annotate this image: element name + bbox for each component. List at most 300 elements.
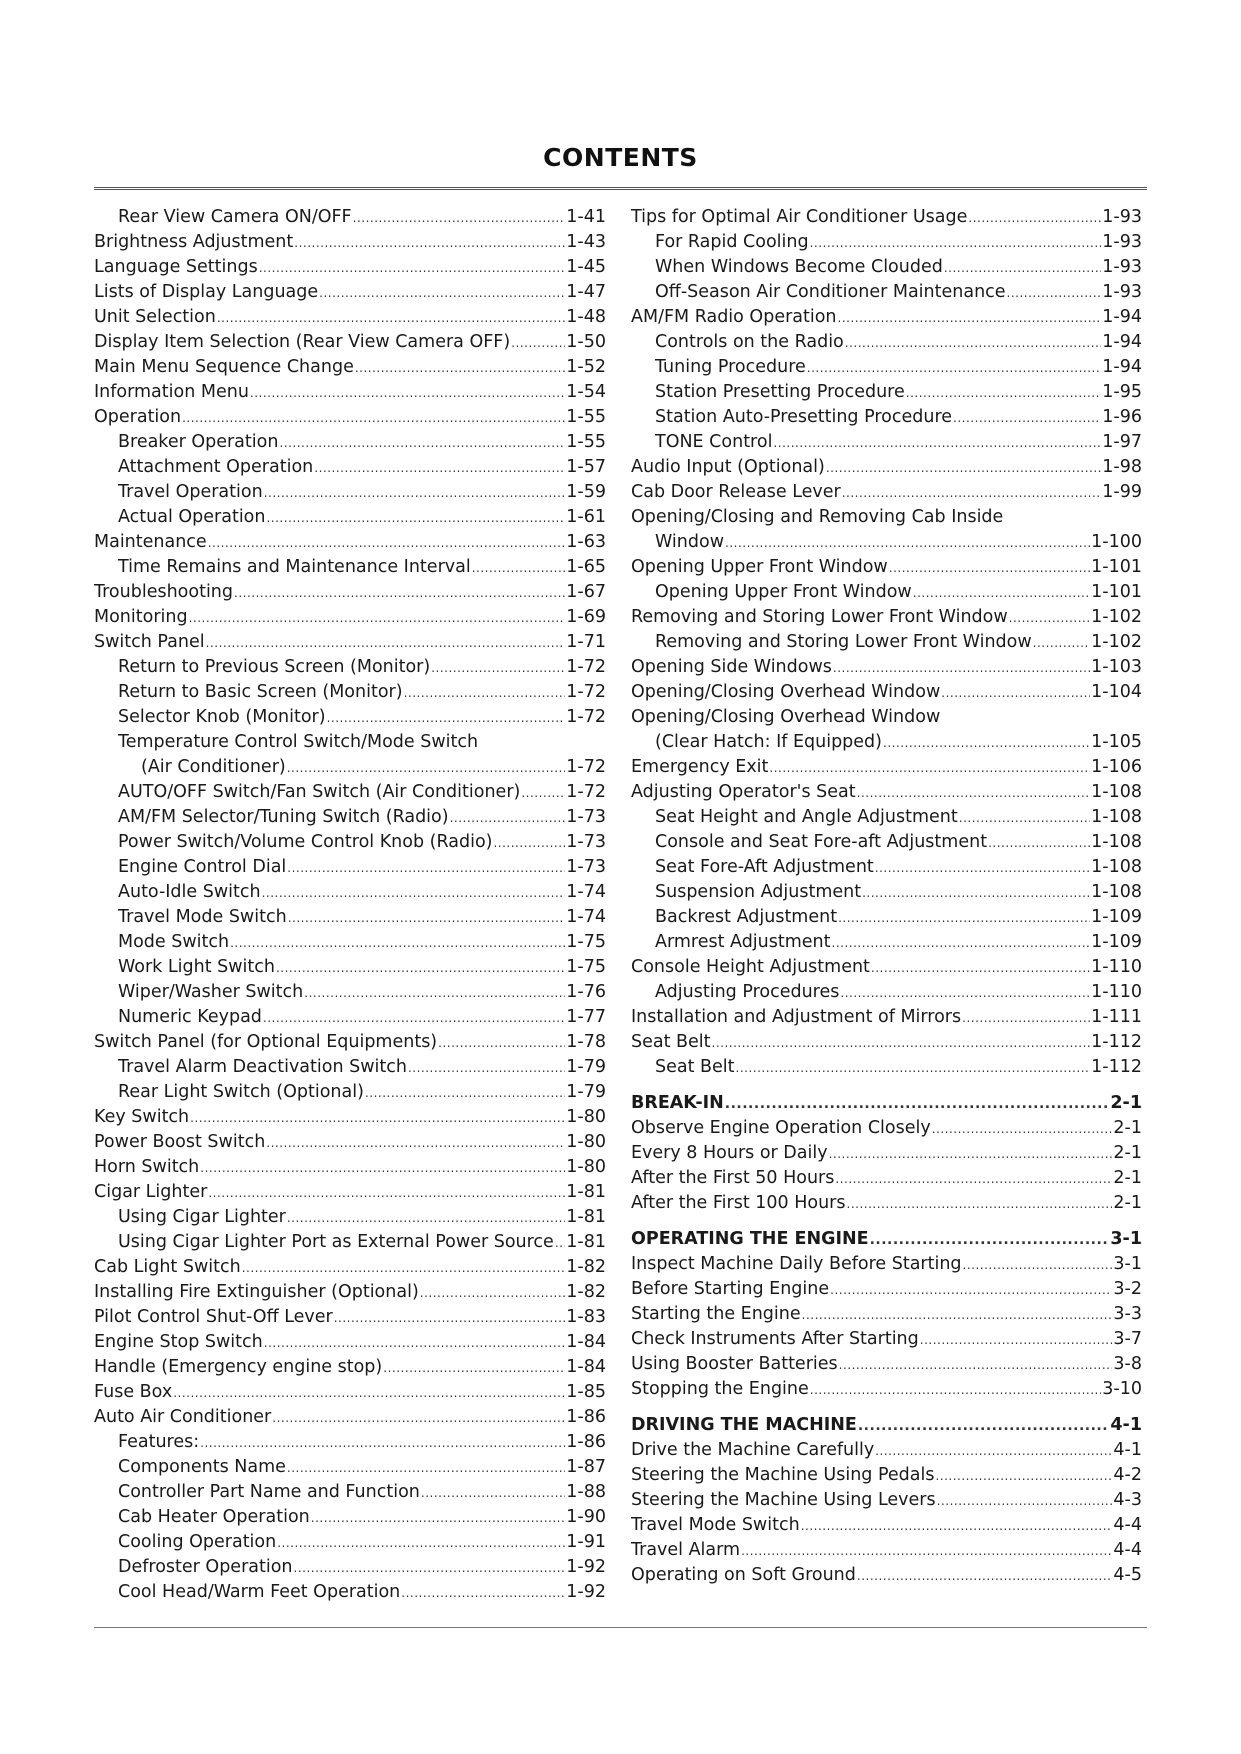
- dot-leader: [304, 981, 565, 1006]
- toc-entry-page: 4-1: [1113, 1440, 1142, 1460]
- toc-entry[interactable]: [631, 1191, 1142, 1216]
- toc-entry-page: 1-110: [1091, 957, 1142, 977]
- toc-entry-page: 1-102: [1091, 607, 1142, 627]
- toc-entry[interactable]: [94, 855, 606, 880]
- toc-entry-label: Cab Light Switch: [94, 1257, 241, 1277]
- toc-entry-page: 4-4: [1113, 1515, 1142, 1535]
- toc-entry[interactable]: [94, 1305, 606, 1330]
- toc-entry[interactable]: [631, 255, 1142, 280]
- dot-leader: [842, 481, 1102, 506]
- toc-entry-label: Display Item Selection (Rear View Camera OFF): [94, 332, 511, 352]
- toc-entry[interactable]: [94, 1080, 606, 1105]
- dot-leader: [287, 756, 566, 781]
- toc-entry-label: Armrest Adjustment: [655, 932, 831, 952]
- toc-entry[interactable]: [631, 1327, 1142, 1352]
- toc-entry-label: Selector Knob (Monitor): [118, 707, 326, 727]
- dot-leader: [826, 456, 1101, 481]
- toc-entry-page: 1-73: [566, 807, 606, 827]
- dot-leader: [262, 881, 566, 906]
- toc-entry-page: 1-81: [566, 1232, 606, 1252]
- toc-entry-label: Brightness Adjustment: [94, 232, 294, 252]
- dot-leader: [408, 1056, 565, 1081]
- toc-entry-label: Travel Mode Switch: [118, 907, 287, 927]
- toc-entry[interactable]: [631, 405, 1142, 430]
- dot-leader: [279, 431, 565, 456]
- toc-entry-label: Main Menu Sequence Change: [94, 357, 354, 377]
- toc-entry[interactable]: [631, 655, 1142, 680]
- toc-entry-page: 1-102: [1091, 632, 1142, 652]
- toc-entry-label: Controls on the Radio: [655, 332, 844, 352]
- toc-entry-label: AUTO/OFF Switch/Fan Switch (Air Conditioner): [118, 782, 521, 802]
- toc-entry-page: 1-79: [566, 1057, 606, 1077]
- toc-entry[interactable]: [94, 1555, 606, 1580]
- toc-entry[interactable]: [631, 1055, 1142, 1080]
- toc-entry[interactable]: [631, 730, 1142, 755]
- toc-entry-page: 1-86: [566, 1407, 606, 1427]
- toc-entry-label: Emergency Exit: [631, 757, 769, 777]
- toc-entry-label: Auto-Idle Switch: [118, 882, 261, 902]
- toc-entry-page: 2-1: [1113, 1143, 1142, 1163]
- dot-leader: [521, 781, 565, 806]
- toc-entry-label: Opening Side Windows: [631, 657, 832, 677]
- toc-entry[interactable]: [631, 1563, 1142, 1588]
- toc-entry-label: Information Menu: [94, 382, 249, 402]
- dot-leader: [272, 1406, 565, 1431]
- toc-entry-label: (Air Conditioner): [141, 757, 286, 777]
- toc-entry[interactable]: [631, 780, 1142, 805]
- toc-entry[interactable]: [94, 655, 606, 680]
- toc-entry[interactable]: [631, 555, 1142, 580]
- toc-entry-label: Breaker Operation: [118, 432, 279, 452]
- toc-section-heading[interactable]: [631, 1227, 1142, 1252]
- dot-leader: [208, 1181, 565, 1206]
- dot-leader: [857, 1564, 1113, 1589]
- toc-entry[interactable]: [94, 480, 606, 505]
- toc-entry[interactable]: [94, 780, 606, 805]
- toc-entry-page: 1-94: [1102, 357, 1142, 377]
- toc-left-column: [94, 205, 606, 1605]
- toc-entry-label: Controller Part Name and Function: [118, 1482, 420, 1502]
- dot-leader: [847, 1192, 1113, 1217]
- dot-leader: [810, 231, 1102, 256]
- toc-entry-page: 3-2: [1113, 1279, 1142, 1299]
- toc-entry-label: Defroster Operation: [118, 1557, 293, 1577]
- dot-leader: [431, 656, 565, 681]
- dot-leader: [264, 481, 566, 506]
- toc-entry[interactable]: [94, 1455, 606, 1480]
- toc-entry-page: 1-103: [1091, 657, 1142, 677]
- toc-entry-page: 1-96: [1102, 407, 1142, 427]
- toc-entry[interactable]: [631, 880, 1142, 905]
- toc-entry-label: Using Booster Batteries: [631, 1354, 838, 1374]
- toc-entry-page: 3-1: [1110, 1229, 1142, 1249]
- toc-entry-label: Station Presetting Procedure: [655, 382, 905, 402]
- toc-entry[interactable]: [631, 755, 1142, 780]
- toc-entry[interactable]: [94, 1480, 606, 1505]
- toc-entry-page: 1-61: [566, 507, 606, 527]
- toc-entry-label: Station Auto-Presetting Procedure: [655, 407, 953, 427]
- toc-entry-label: Wiper/Washer Switch: [118, 982, 304, 1002]
- toc-entry[interactable]: [94, 905, 606, 930]
- toc-entry[interactable]: [94, 1105, 606, 1130]
- toc-entry-label: Starting the Engine: [631, 1304, 801, 1324]
- toc-entry[interactable]: [631, 1377, 1142, 1402]
- toc-entry-label: Language Settings: [94, 257, 258, 277]
- toc-entry-page: 1-72: [566, 682, 606, 702]
- toc-entry[interactable]: [631, 1302, 1142, 1327]
- dot-leader: [725, 1092, 1110, 1117]
- toc-entry[interactable]: [94, 630, 606, 655]
- toc-entry-page: 1-108: [1091, 807, 1142, 827]
- toc-entry[interactable]: [94, 980, 606, 1005]
- toc-entry-page: 1-111: [1091, 1007, 1142, 1027]
- title-rule: [94, 187, 1147, 190]
- toc-entry[interactable]: [631, 355, 1142, 380]
- dot-leader: [319, 281, 565, 306]
- toc-entry[interactable]: [631, 1005, 1142, 1030]
- dot-leader: [829, 1142, 1113, 1167]
- toc-entry-page: 3-3: [1113, 1304, 1142, 1324]
- toc-entry[interactable]: [94, 880, 606, 905]
- toc-entry[interactable]: [94, 1505, 606, 1530]
- toc-entry[interactable]: [631, 305, 1142, 330]
- toc-entry-label: Numeric Keypad: [118, 1007, 262, 1027]
- toc-entry-label: Installation and Adjustment of Mirrors: [631, 1007, 962, 1027]
- toc-entry-page: 1-65: [566, 557, 606, 577]
- toc-entry[interactable]: [94, 1430, 606, 1455]
- dot-leader: [875, 1439, 1112, 1464]
- toc-entry-page: 1-80: [566, 1157, 606, 1177]
- toc-entry[interactable]: [94, 1005, 606, 1030]
- toc-entry-page: 2-1: [1113, 1118, 1142, 1138]
- toc-entry[interactable]: [631, 455, 1142, 480]
- toc-entry-page: 1-79: [566, 1082, 606, 1102]
- toc-entry-page: 1-80: [566, 1132, 606, 1152]
- dot-leader: [839, 1353, 1113, 1378]
- toc-entry-label: Opening/Closing Overhead Window: [631, 707, 941, 727]
- toc-entry[interactable]: [631, 1030, 1142, 1055]
- toc-entry[interactable]: [94, 1330, 606, 1355]
- toc-entry[interactable]: [94, 1255, 606, 1280]
- toc-entry-label: Operating on Soft Ground: [631, 1565, 856, 1585]
- toc-entry[interactable]: [631, 1438, 1142, 1463]
- dot-leader: [263, 1006, 565, 1031]
- toc-entry[interactable]: [94, 1205, 606, 1230]
- dot-leader: [250, 381, 565, 406]
- toc-entry-page: 1-77: [566, 1007, 606, 1027]
- toc-entry[interactable]: [631, 1488, 1142, 1513]
- dot-leader: [294, 231, 565, 256]
- toc-entry-label: Components Name: [118, 1457, 286, 1477]
- toc-entry[interactable]: [94, 405, 606, 430]
- toc-entry-label: BREAK-IN: [631, 1093, 724, 1113]
- dot-leader: [810, 1378, 1102, 1403]
- toc-entry[interactable]: [631, 1538, 1142, 1563]
- toc-entry-label: Cool Head/Warm Feet Operation: [118, 1582, 401, 1602]
- toc-entry[interactable]: [631, 630, 1142, 655]
- dot-leader: [266, 506, 565, 531]
- toc-entry[interactable]: [94, 280, 606, 305]
- toc-right-column: [631, 205, 1142, 1588]
- toc-entry[interactable]: [631, 580, 1142, 605]
- toc-entry-page: 1-74: [566, 907, 606, 927]
- toc-entry-page: 1-57: [566, 457, 606, 477]
- toc-entry[interactable]: [94, 1130, 606, 1155]
- toc-entry-label: Opening Upper Front Window: [655, 582, 912, 602]
- toc-entry-page: 1-50: [566, 332, 606, 352]
- toc-entry-label: Fuse Box: [94, 1382, 173, 1402]
- toc-entry-page: 1-101: [1091, 582, 1142, 602]
- toc-entry-page: 1-84: [566, 1357, 606, 1377]
- dot-leader: [835, 1167, 1112, 1192]
- toc-entry[interactable]: [94, 555, 606, 580]
- toc-entry[interactable]: [94, 1280, 606, 1305]
- toc-entry-label: Adjusting Procedures: [655, 982, 840, 1002]
- toc-entry-label: Monitoring: [94, 607, 188, 627]
- toc-entry[interactable]: [94, 605, 606, 630]
- toc-entry[interactable]: [94, 1580, 606, 1605]
- toc-entry[interactable]: [631, 1166, 1142, 1191]
- dot-leader: [334, 1306, 566, 1331]
- toc-entry-label: Off-Season Air Conditioner Maintenance: [655, 282, 1006, 302]
- toc-entry[interactable]: [631, 230, 1142, 255]
- toc-entry[interactable]: [94, 305, 606, 330]
- toc-entry[interactable]: [94, 355, 606, 380]
- toc-entry[interactable]: [631, 1277, 1142, 1302]
- toc-entry-label: Opening/Closing and Removing Cab Inside: [631, 507, 1004, 527]
- dot-leader: [963, 1253, 1113, 1278]
- dot-leader: [1009, 606, 1090, 631]
- dot-leader: [314, 456, 565, 481]
- dot-leader: [801, 1514, 1113, 1539]
- toc-entry-label: Cooling Operation: [118, 1532, 277, 1552]
- toc-entry[interactable]: [631, 205, 1142, 230]
- dot-leader: [230, 931, 565, 956]
- toc-entry-label: Actual Operation: [118, 507, 266, 527]
- toc-entry-label: Drive the Machine Carefully: [631, 1440, 875, 1460]
- toc-entry-page: 1-75: [566, 957, 606, 977]
- toc-entry[interactable]: [631, 1513, 1142, 1538]
- toc-entry[interactable]: [631, 805, 1142, 830]
- toc-entry[interactable]: [94, 380, 606, 405]
- toc-entry-label: Check Instruments After Starting: [631, 1329, 919, 1349]
- toc-entry[interactable]: [94, 430, 606, 455]
- toc-entry-page: 1-67: [566, 582, 606, 602]
- toc-entry-label: Return to Previous Screen (Monitor): [118, 657, 431, 677]
- dot-leader: [511, 331, 565, 356]
- toc-entry[interactable]: [631, 705, 1142, 730]
- toc-entry[interactable]: [94, 1405, 606, 1430]
- toc-entry-page: 4-5: [1113, 1565, 1142, 1585]
- toc-entry-label: Tuning Procedure: [655, 357, 806, 377]
- dot-leader: [276, 956, 565, 981]
- toc-entry[interactable]: [631, 480, 1142, 505]
- toc-entry-page: 1-94: [1102, 332, 1142, 352]
- toc-entry[interactable]: [631, 505, 1142, 530]
- toc-entry[interactable]: [94, 930, 606, 955]
- toc-entry-page: 1-112: [1091, 1057, 1142, 1077]
- toc-entry[interactable]: [94, 1155, 606, 1180]
- dot-leader: [858, 1414, 1110, 1439]
- toc-entry[interactable]: [94, 705, 606, 730]
- toc-entry-page: 1-74: [566, 882, 606, 902]
- toc-entry-label: Rear View Camera ON/OFF: [118, 207, 352, 227]
- dot-leader: [206, 631, 566, 656]
- toc-entry[interactable]: [631, 1252, 1142, 1277]
- toc-entry[interactable]: [94, 680, 606, 705]
- dot-leader: [959, 806, 1090, 831]
- toc-entry[interactable]: [631, 680, 1142, 705]
- toc-entry-label: Switch Panel (for Optional Equipments): [94, 1032, 438, 1052]
- toc-entry[interactable]: [94, 255, 606, 280]
- toc-entry[interactable]: [94, 1030, 606, 1055]
- dot-leader: [832, 931, 1091, 956]
- toc-entry-page: 2-1: [1113, 1168, 1142, 1188]
- toc-entry-page: 1-69: [566, 607, 606, 627]
- dot-leader: [988, 831, 1090, 856]
- toc-entry[interactable]: [94, 955, 606, 980]
- toc-entry-page: 1-92: [566, 1582, 606, 1602]
- toc-entry[interactable]: [631, 330, 1142, 355]
- toc-entry-label: Travel Alarm Deactivation Switch: [118, 1057, 407, 1077]
- toc-entry-page: 1-41: [566, 207, 606, 227]
- toc-entry-label: Window: [655, 532, 725, 552]
- toc-entry-label: Power Switch/Volume Control Knob (Radio): [118, 832, 493, 852]
- toc-entry-page: 1-73: [566, 857, 606, 877]
- toc-entry[interactable]: [94, 755, 606, 780]
- dot-leader: [906, 381, 1102, 406]
- toc-entry-page: 1-83: [566, 1307, 606, 1327]
- toc-entry[interactable]: [94, 580, 606, 605]
- toc-entry[interactable]: [94, 1230, 606, 1255]
- toc-entry[interactable]: [631, 430, 1142, 455]
- toc-entry-label: Switch Panel: [94, 632, 205, 652]
- dot-leader: [725, 531, 1090, 556]
- toc-entry-page: 1-45: [566, 257, 606, 277]
- toc-entry-label: Steering the Machine Using Pedals: [631, 1465, 935, 1485]
- toc-entry[interactable]: [94, 1530, 606, 1555]
- toc-entry-page: 1-109: [1091, 932, 1142, 952]
- toc-entry-page: 3-10: [1102, 1379, 1142, 1399]
- toc-entry[interactable]: [94, 730, 606, 755]
- toc-entry-label: Audio Input (Optional): [631, 457, 825, 477]
- toc-entry-label: Suspension Adjustment: [655, 882, 862, 902]
- toc-entry[interactable]: [94, 505, 606, 530]
- dot-leader: [953, 406, 1101, 431]
- dot-leader: [242, 1256, 566, 1281]
- toc-entry[interactable]: [94, 230, 606, 255]
- dot-leader: [200, 1431, 565, 1456]
- toc-entry-label: Opening Upper Front Window: [631, 557, 888, 577]
- dot-leader: [937, 1489, 1113, 1514]
- toc-entry-page: 1-108: [1091, 832, 1142, 852]
- toc-entry-page: 1-84: [566, 1332, 606, 1352]
- toc-section-heading[interactable]: [631, 1091, 1142, 1116]
- toc-entry[interactable]: [631, 1352, 1142, 1377]
- toc-entry[interactable]: [94, 805, 606, 830]
- dot-leader: [217, 306, 565, 331]
- dot-leader: [182, 406, 565, 431]
- dot-leader: [421, 1481, 565, 1506]
- dot-leader: [311, 1506, 566, 1531]
- toc-entry[interactable]: [631, 605, 1142, 630]
- toc-entry-label: Key Switch: [94, 1107, 190, 1127]
- toc-entry-label: AM/FM Selector/Tuning Switch (Radio): [118, 807, 449, 827]
- toc-entry-page: 2-1: [1110, 1093, 1142, 1113]
- toc-entry-page: 1-71: [566, 632, 606, 652]
- toc-entry[interactable]: [94, 830, 606, 855]
- toc-entry[interactable]: [631, 830, 1142, 855]
- toc-entry-label: Lists of Display Language: [94, 282, 319, 302]
- toc-entry-page: 1-82: [566, 1282, 606, 1302]
- toc-entry-page: 1-93: [1102, 257, 1142, 277]
- toc-entry-page: 1-54: [566, 382, 606, 402]
- toc-entry[interactable]: [631, 955, 1142, 980]
- toc-entry-page: 1-72: [566, 782, 606, 802]
- dot-leader: [1033, 631, 1090, 656]
- toc-entry-page: 1-112: [1091, 1032, 1142, 1052]
- toc-entry[interactable]: [631, 380, 1142, 405]
- dot-leader: [736, 1056, 1091, 1081]
- dot-leader: [941, 681, 1090, 706]
- toc-entry[interactable]: [631, 1141, 1142, 1166]
- toc-entry[interactable]: [94, 1180, 606, 1205]
- toc-entry[interactable]: [631, 905, 1142, 930]
- toc-entry-label: Attachment Operation: [118, 457, 314, 477]
- toc-entry-page: 1-108: [1091, 782, 1142, 802]
- toc-entry[interactable]: [94, 330, 606, 355]
- dot-leader: [234, 581, 565, 606]
- toc-entry-page: 1-85: [566, 1382, 606, 1402]
- toc-entry-label: Using Cigar Lighter Port as External Power Source: [118, 1232, 554, 1252]
- footer-rule: [94, 1627, 1147, 1628]
- dot-leader: [932, 1117, 1113, 1142]
- toc-entry[interactable]: [631, 930, 1142, 955]
- toc-entry-label: Adjusting Operator's Seat: [631, 782, 856, 802]
- toc-entry[interactable]: [94, 455, 606, 480]
- toc-entry[interactable]: [631, 1463, 1142, 1488]
- toc-entry-page: 3-7: [1113, 1329, 1142, 1349]
- toc-section-heading[interactable]: [631, 1413, 1142, 1438]
- toc-entry[interactable]: [631, 530, 1142, 555]
- toc-entry-page: 1-105: [1091, 732, 1142, 752]
- dot-leader: [355, 356, 565, 381]
- toc-entry-page: 1-106: [1091, 757, 1142, 777]
- toc-entry[interactable]: [94, 530, 606, 555]
- toc-entry[interactable]: [94, 1355, 606, 1380]
- toc-entry[interactable]: [94, 1380, 606, 1405]
- toc-entry-page: 2-1: [1113, 1193, 1142, 1213]
- toc-entry[interactable]: [631, 280, 1142, 305]
- dot-leader: [365, 1081, 565, 1106]
- dot-leader: [883, 731, 1090, 756]
- toc-entry-page: 4-2: [1113, 1465, 1142, 1485]
- toc-entry[interactable]: [631, 855, 1142, 880]
- dot-leader: [287, 856, 565, 881]
- toc-entry[interactable]: [94, 1055, 606, 1080]
- dot-leader: [420, 1281, 566, 1306]
- toc-entry-page: 1-75: [566, 932, 606, 952]
- toc-entry-label: Return to Basic Screen (Monitor): [118, 682, 403, 702]
- dot-leader: [712, 1031, 1091, 1056]
- toc-entry[interactable]: [94, 205, 606, 230]
- toc-entry-label: AM/FM Radio Operation: [631, 307, 837, 327]
- toc-entry-label: Seat Belt: [655, 1057, 735, 1077]
- toc-entry-page: 1-95: [1102, 382, 1142, 402]
- toc-entry[interactable]: [631, 980, 1142, 1005]
- toc-entry[interactable]: [631, 1116, 1142, 1141]
- toc-entry-page: 1-93: [1102, 232, 1142, 252]
